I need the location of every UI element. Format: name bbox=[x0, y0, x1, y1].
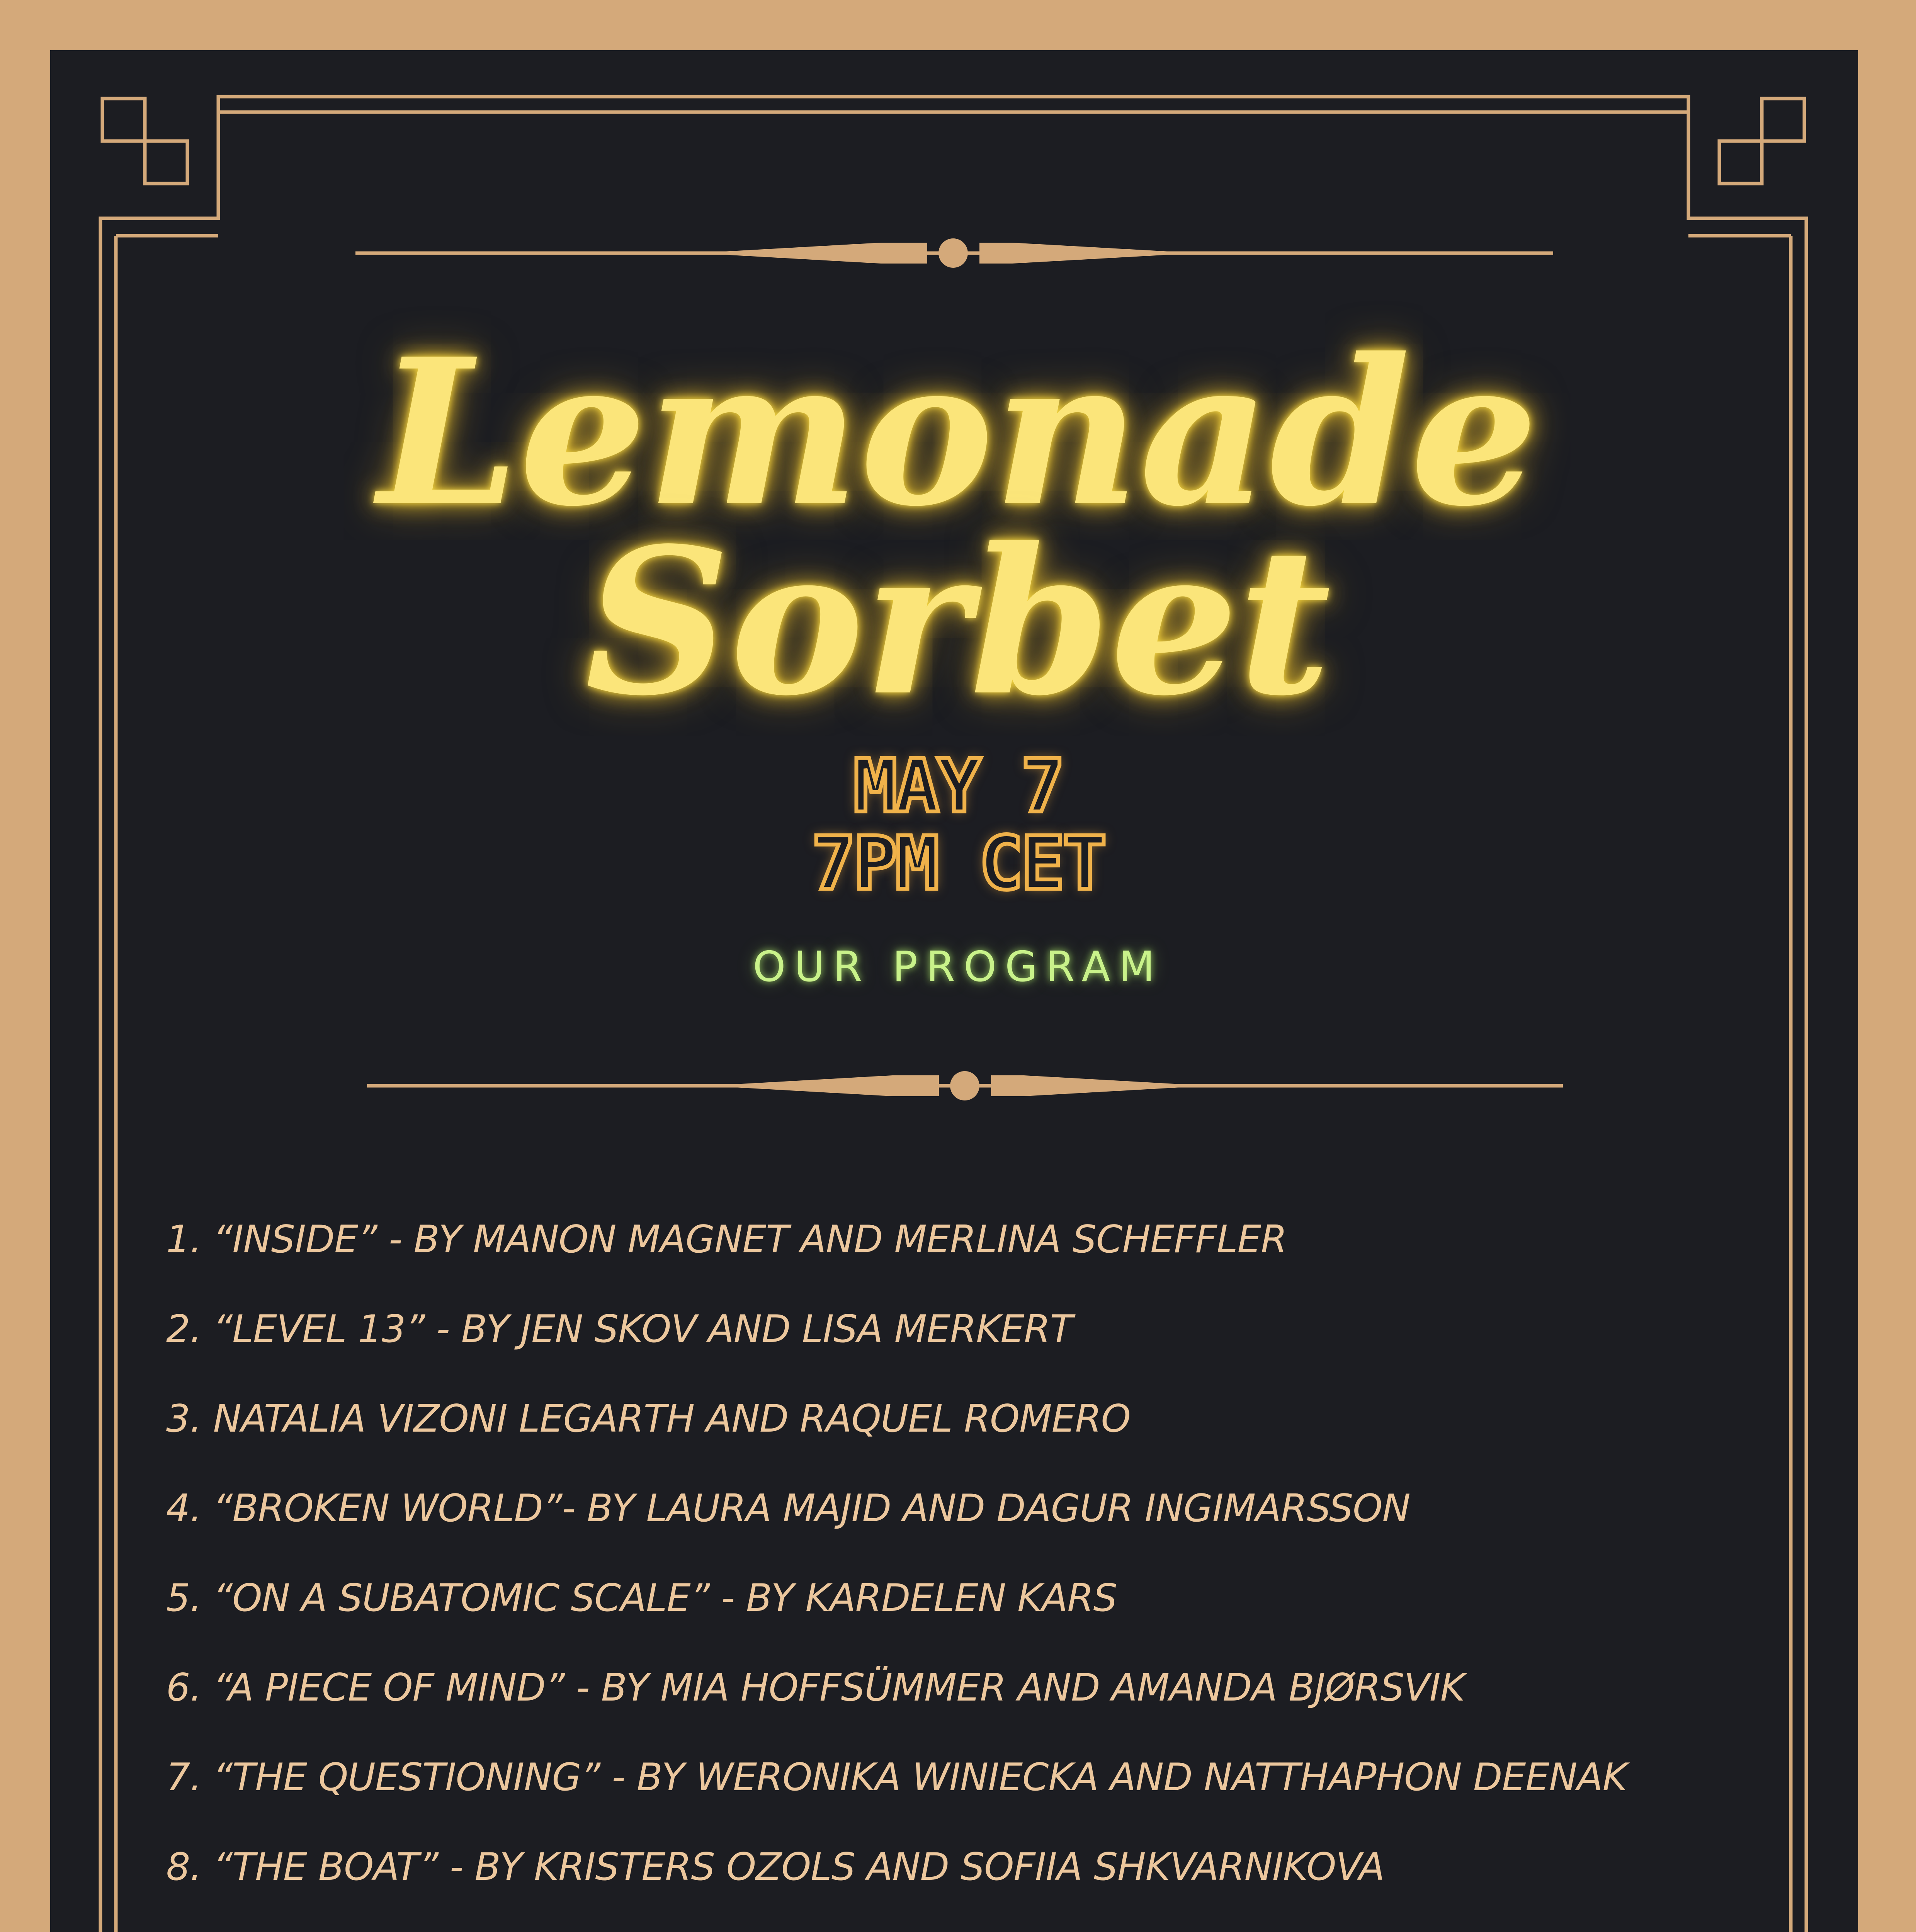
program-item: 2. “LEVEL 13” - BY JEN SKOV AND LISA MERKERT bbox=[166, 1307, 1073, 1351]
event-date: MAY 7 bbox=[853, 743, 1063, 829]
divider-top bbox=[355, 238, 1553, 268]
divider-bottom bbox=[367, 1071, 1563, 1100]
program-item: 4. “BROKEN WORLD”- BY LAURA MAJID AND DAGUR INGIMARSSON bbox=[166, 1486, 1410, 1531]
program-item: 7. “THE QUESTIONING” - BY WERONIKA WINIECKA AND NATTHAPHON DEENAK bbox=[166, 1755, 1627, 1799]
program-item: 5. “ON A SUBATOMIC SCALE” - BY KARDELEN KARS bbox=[166, 1576, 1117, 1620]
program-item: 3. NATALIA VIZONI LEGARTH AND RAQUEL ROMERO bbox=[166, 1397, 1131, 1441]
corner-ornament-top-left bbox=[102, 99, 187, 184]
program-item: 6. “A PIECE OF MIND” - BY MIA HOFFSÜMMER AND AMANDA BJØRSVIK bbox=[166, 1666, 1465, 1710]
event-time: 7PM CET bbox=[811, 821, 1105, 906]
program-heading: OUR PROGRAM bbox=[753, 943, 1163, 991]
program-item: 1. “INSIDE” - BY MANON MAGNET AND MERLINA SCHEFFLER bbox=[166, 1218, 1287, 1262]
program-item: 8. “THE BOAT” - BY KRISTERS OZOLS AND SOFIIA SHKVARNIKOVA bbox=[166, 1845, 1384, 1889]
program-list bbox=[166, 1217, 1758, 1932]
title-sorbet: Sorbet bbox=[585, 504, 1331, 740]
corner-ornament-top-right bbox=[1719, 99, 1804, 184]
title-lemonade: Lemonade bbox=[378, 315, 1538, 551]
